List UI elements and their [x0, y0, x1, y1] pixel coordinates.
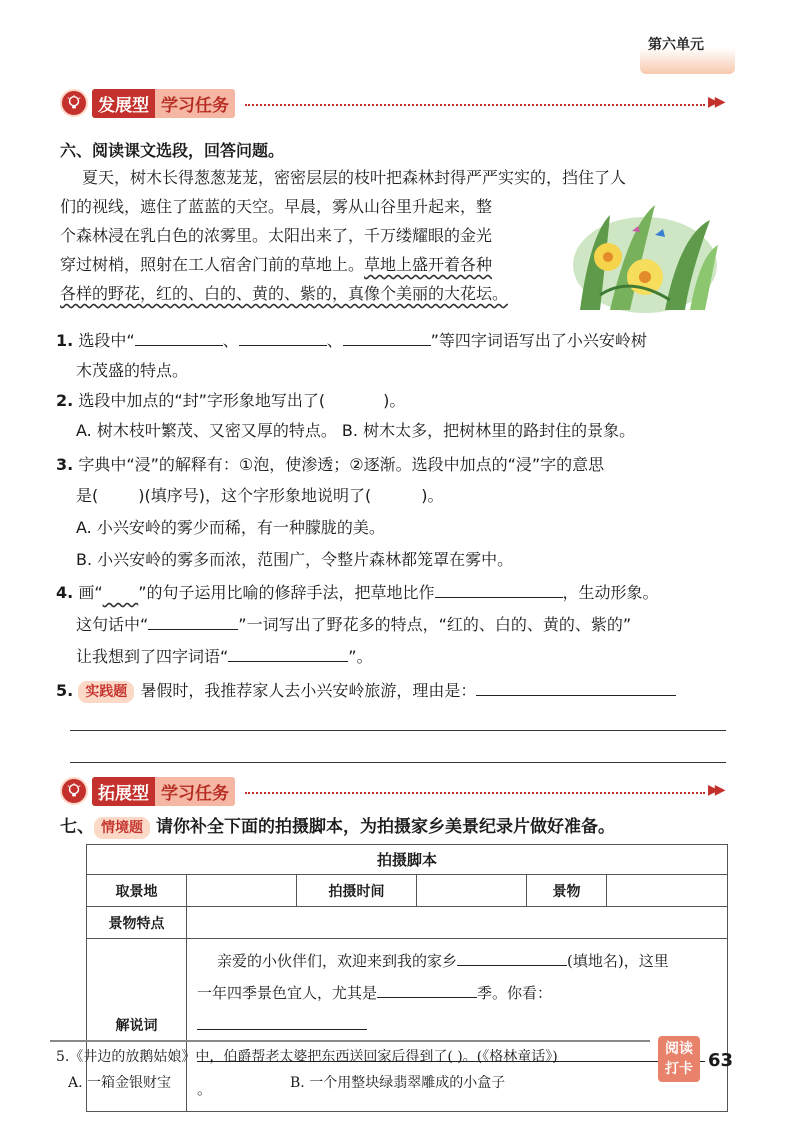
- answer-blank[interactable]: [228, 644, 348, 662]
- question-seven: [60, 812, 615, 842]
- question-number: 七、: [60, 817, 94, 837]
- question-number: 3.: [56, 455, 74, 474]
- label-scene: 景物: [527, 875, 607, 907]
- answer-line[interactable]: [70, 762, 726, 763]
- answer-blank[interactable]: [377, 980, 477, 998]
- question-5: [56, 676, 676, 706]
- answer-blank[interactable]: [197, 1012, 367, 1030]
- badge-text: 打卡: [665, 1061, 693, 1077]
- question-4-cont: [76, 610, 631, 640]
- narration-text: (填地名)，这里: [567, 952, 669, 970]
- passage-text: 夏天，树木长得葱葱茏茏，密密层层的枝叶把森林封得严严实实的，挡住了人: [82, 168, 627, 187]
- question-2: [56, 386, 405, 416]
- question-number: 4.: [56, 583, 74, 602]
- lightbulb-icon: [60, 777, 88, 805]
- section-task: 学习任务: [155, 89, 235, 118]
- reading-checkin-badge: [658, 1036, 700, 1082]
- question-text: 是(: [76, 486, 99, 505]
- footer-option-a: A. 一箱金银财宝: [68, 1075, 172, 1091]
- question-text: 请你补全下面的拍摄脚本，为拍摄家乡美景纪录片做好准备。: [156, 817, 615, 837]
- narration-text: 一年四季景色宜人，尤其是: [197, 984, 378, 1002]
- place-cell[interactable]: [187, 875, 297, 907]
- question-3-cont: [76, 481, 443, 511]
- question-number: 1.: [56, 331, 74, 350]
- question-six-title: 六、阅读课文选段，回答问题。: [60, 141, 285, 160]
- question-text: 选段中加点的“封”字形象地写出了(: [78, 391, 326, 410]
- narration-line-2: [197, 977, 717, 1041]
- answer-blank[interactable]: [239, 328, 327, 346]
- answer-blank[interactable]: [476, 678, 676, 696]
- question-text: 字典中“浸”的解释有：①泡，使渗透；②逐渐。选段中加点的“浸”字的意思: [78, 455, 605, 474]
- question-text: ”等四字词语写出了小兴安岭树: [430, 331, 647, 350]
- question-3-option-b: B. 小兴安岭的雾多而浓，范围广，令整片森林都笼罩在雾中。: [76, 550, 514, 569]
- section-type: 拓展型: [92, 777, 155, 806]
- question-2-options: A. 树木枝叶繁茂、又密又厚的特点。 B. 树木太多，把树林里的路封住的景象。: [76, 421, 636, 440]
- question-text: 画“: [78, 583, 103, 602]
- answer-blank[interactable]: [343, 328, 431, 346]
- question-text: ”的句子运用比喻的修辞手法，把草地比作: [138, 583, 435, 602]
- question-1-cont: 木茂盛的特点。: [76, 361, 189, 380]
- practice-tag: 实践题: [78, 681, 134, 703]
- question-4-cont2: [76, 642, 373, 672]
- scenario-tag: 情境题: [94, 817, 150, 839]
- label-narration: 解说词: [87, 939, 187, 1112]
- arrow-right-icon: ▶▶: [708, 94, 722, 110]
- question-text: 这句话中“: [76, 615, 149, 634]
- question-text: )。: [421, 486, 444, 505]
- page-number: 63: [708, 1050, 734, 1071]
- label-feature: 景物特点: [87, 907, 187, 939]
- label-place: 取景地: [87, 875, 187, 907]
- question-text: ”。: [348, 647, 373, 666]
- passage-line-3: 个森林浸在乳白色的浓雾里。太阳出来了，千万缕耀眼的金光: [60, 226, 493, 245]
- narration-text: 。: [197, 1080, 213, 1098]
- answer-line[interactable]: [70, 730, 726, 731]
- answer-blank[interactable]: [435, 580, 563, 598]
- question-1: [56, 326, 647, 356]
- answer-blank[interactable]: [457, 948, 567, 966]
- question-text: )。: [383, 391, 406, 410]
- question-number: 2.: [56, 391, 74, 410]
- wavy-underlined-text: 各样的野花，红的、白的、黄的、紫的，真像个美丽的大花坛。: [60, 284, 509, 303]
- question-text: ”一词写出了野花多的特点，“红的、白的、黄的、紫的”: [238, 615, 632, 634]
- lightbulb-icon: [60, 89, 88, 117]
- question-text: 选段中“: [78, 331, 135, 350]
- question-4: [56, 578, 659, 608]
- wavy-line-sample: [103, 583, 139, 602]
- narration-line-1: [197, 945, 717, 977]
- section-type: 发展型: [92, 89, 155, 118]
- table-title: 拍摄脚本: [87, 845, 728, 875]
- question-text: 让我想到了四字词语“: [76, 647, 229, 666]
- label-time: 拍摄时间: [297, 875, 417, 907]
- answer-blank[interactable]: [135, 328, 223, 346]
- question-text: 暑假时，我推荐家人去小兴安岭旅游，理由是：: [140, 681, 477, 700]
- flower-meadow-illustration: [570, 195, 720, 315]
- footer-rule: [50, 1040, 650, 1042]
- section-header-development: [60, 88, 235, 118]
- section-divider: [245, 792, 705, 794]
- answer-blank[interactable]: [148, 612, 238, 630]
- section-header-extension: [60, 776, 235, 806]
- passage-line-5: [60, 279, 508, 308]
- question-number: 5.: [56, 681, 74, 700]
- question-text: ，生动形象。: [562, 583, 659, 602]
- separator: 、: [222, 331, 239, 350]
- passage-line-1: [82, 163, 626, 192]
- narration-text: 亲爱的小伙伴们，欢迎来到我的家乡: [217, 952, 458, 970]
- footer-question: 5.《井边的放鹅姑娘》中，伯爵帮老太婆把东西送回家后得到了( )。(《格林童话》): [56, 1049, 558, 1065]
- arrow-right-icon: ▶▶: [708, 782, 722, 798]
- wavy-underlined-text: 草地上盛开着各种: [364, 255, 493, 274]
- question-3: [56, 450, 604, 480]
- passage-line-4: [60, 250, 492, 279]
- passage-line-2: 们的视线，遮住了蓝蓝的天空。早晨，雾从山谷里升起来，整: [60, 197, 493, 216]
- footer-option-b: B. 一个用整块绿翡翠雕成的小盒子: [290, 1075, 506, 1091]
- time-cell[interactable]: [417, 875, 527, 907]
- question-text: )(填序号)，这个字形象地说明了(: [138, 486, 372, 505]
- scene-cell[interactable]: [607, 875, 728, 907]
- section-task: 学习任务: [155, 777, 235, 806]
- feature-cell[interactable]: [187, 907, 728, 939]
- question-3-option-a: A. 小兴安岭的雾少而稀，有一种朦胧的美。: [76, 518, 385, 537]
- section-divider: [245, 104, 705, 106]
- unit-label: 第六单元: [648, 37, 704, 53]
- passage-text: 穿过树梢，照射在工人宿舍门前的草地上。: [60, 255, 365, 274]
- narration-text: 季。你看：: [477, 984, 553, 1002]
- separator: 、: [326, 331, 343, 350]
- badge-text: 阅读: [665, 1041, 693, 1057]
